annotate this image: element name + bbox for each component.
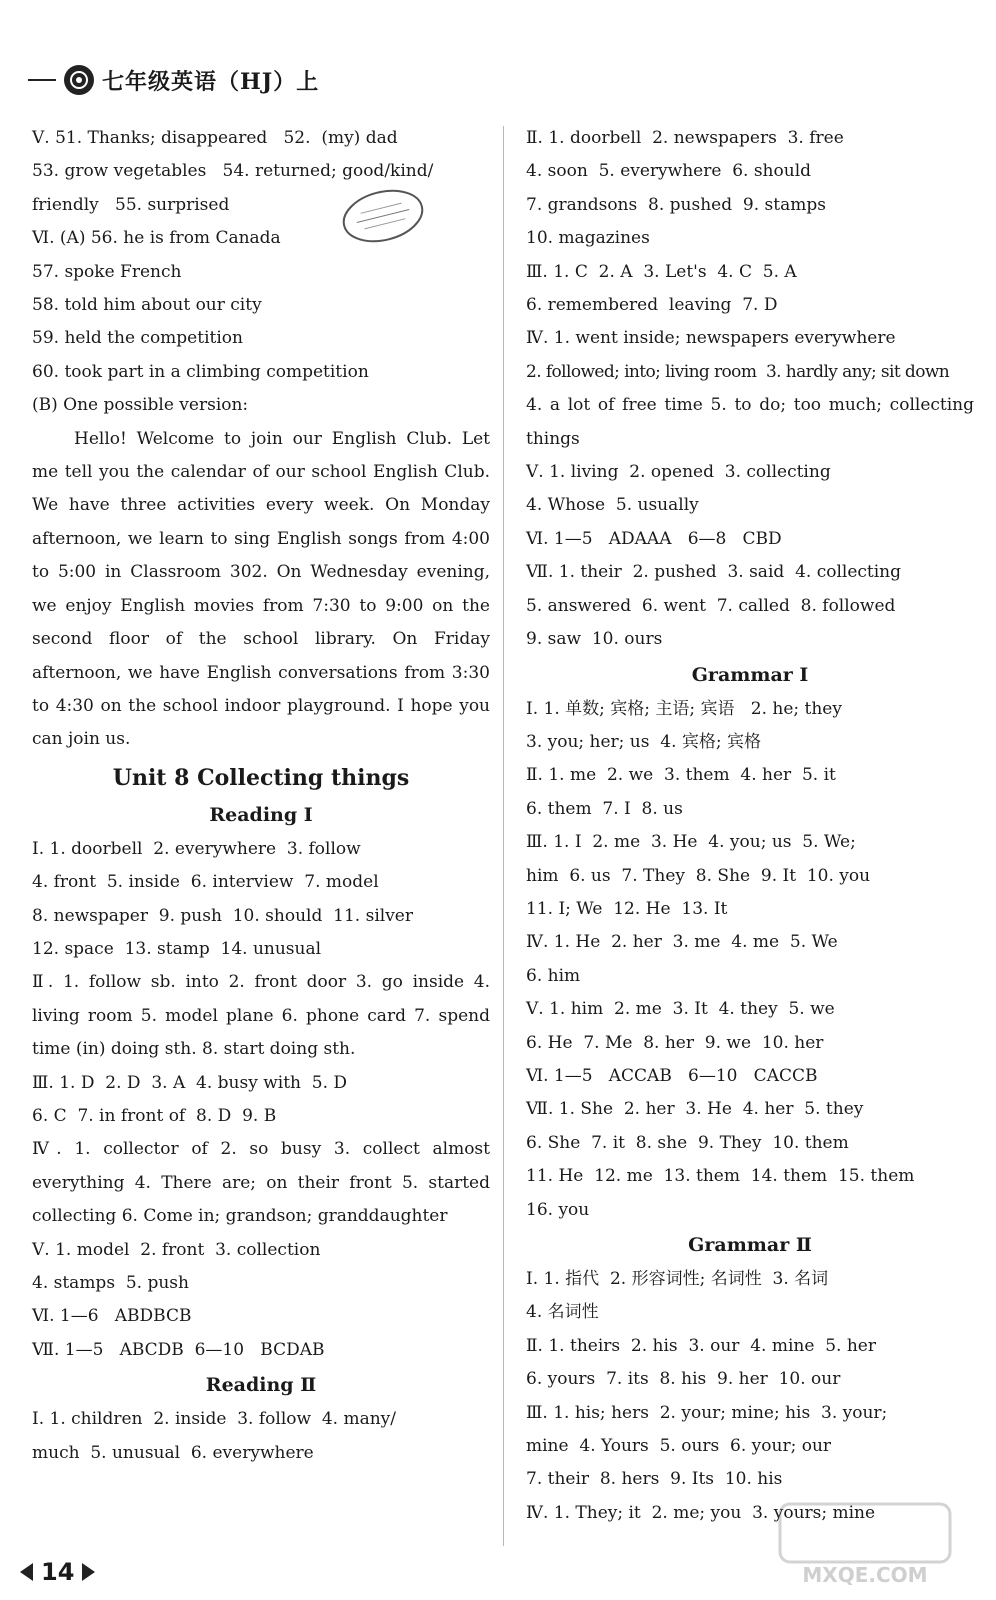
- answer-line: Ⅱ. 1. doorbell 2. newspapers 3. free: [526, 128, 844, 148]
- answer-line: Ⅴ. 51. Thanks; disappeared 52. (my) dad: [32, 128, 398, 148]
- page-number: 14: [41, 1558, 75, 1586]
- answer-line: Ⅴ. 1. model 2. front 3. collection: [32, 1239, 321, 1260]
- answer-line: mine 4. Yours 5. ours 6. your; our: [526, 1436, 832, 1457]
- answer-line: 10. magazines: [526, 228, 650, 249]
- answer-line: Ⅲ. 1. I 2. me 3. He 4. you; us 5. We;: [526, 832, 856, 853]
- answer-line: Ⅱ. 1. theirs 2. his 3. our 4. mine 5. her: [526, 1335, 876, 1356]
- section-title-reading-1: Reading Ⅰ: [209, 803, 313, 826]
- left-column: [32, 122, 490, 1470]
- answer-line: 6. them 7. I 8. us: [526, 798, 683, 819]
- answer-line: Ⅲ. 1. his; hers 2. your; mine; his 3. your;: [526, 1402, 888, 1423]
- answer-line: 6. She 7. it 8. she 9. They 10. them: [526, 1132, 849, 1153]
- answer-line: Ⅶ. 1. their 2. pushed 3. said 4. collecting: [526, 562, 902, 583]
- book-badge-icon: [64, 65, 94, 95]
- watermark-logo-icon: [760, 1500, 970, 1590]
- answer-line: 57. spoke French: [32, 261, 182, 282]
- answer-line: Ⅰ. 1. children 2. inside 3. follow 4. many/: [32, 1409, 397, 1430]
- answer-line: 53. grow vegetables 54. returned; good/kind/: [32, 161, 434, 182]
- answer-line: friendly 55. surprised: [32, 194, 230, 215]
- answer-line: Ⅰ. 1. doorbell 2. everywhere 3. follow: [32, 838, 361, 859]
- unit-title: Unit 8 Collecting things: [112, 764, 410, 791]
- answer-line: Ⅳ. 1. They; it 2. me; you 3. yours; mine: [526, 1502, 876, 1523]
- answer-line: 6. him: [526, 965, 581, 986]
- answer-line: 4. 名词性: [526, 1302, 599, 1323]
- answer-line: 11. He 12. me 13. them 14. them 15. them: [526, 1166, 915, 1187]
- column-divider: [503, 126, 504, 1546]
- right-triangle-icon: [82, 1563, 95, 1581]
- answer-line: 2. followed; into; living room 3. hardly any; sit down: [526, 361, 950, 382]
- right-column: [526, 122, 974, 1530]
- answer-line: Ⅵ. (A) 56. he is from Canada: [32, 228, 281, 249]
- answer-line: 60. took part in a climbing competition: [32, 361, 369, 382]
- answer-line: 11. I; We 12. He 13. It: [526, 898, 728, 919]
- answer-line: 4. Whose 5. usually: [526, 495, 699, 516]
- answer-line: 12. space 13. stamp 14. unusual: [32, 938, 322, 959]
- answer-line: Ⅶ. 1. She 2. her 3. He 4. her 5. they: [526, 1099, 864, 1120]
- page-footer: [20, 1558, 95, 1586]
- answer-line: 3. you; her; us 4. 宾格; 宾格: [526, 731, 762, 752]
- answer-line: 9. saw 10. ours: [526, 629, 663, 650]
- answer-line: 8. newspaper 9. push 10. should 11. silver: [32, 905, 413, 926]
- answer-line: 5. answered 6. went 7. called 8. followed: [526, 595, 896, 616]
- answer-line: 7. their 8. hers 9. Its 10. his: [526, 1469, 783, 1490]
- answer-line: Ⅳ. 1. went inside; newspapers everywhere: [526, 328, 896, 349]
- answer-line: 6. He 7. Me 8. her 9. we 10. her: [526, 1032, 824, 1053]
- section-title-grammar-2: Grammar Ⅱ: [688, 1234, 812, 1256]
- answer-line: him 6. us 7. They 8. She 9. It 10. you: [526, 865, 871, 886]
- watermark-text: MXQE.COM: [802, 1563, 928, 1587]
- answer-paragraph: Ⅳ. 1. collector of 2. so busy 3. collect almost everything 4. There are; on their front 5. started collecting 6. Come in; grandson; granddaughter: [32, 1139, 490, 1227]
- answer-line: 4. stamps 5. push: [32, 1273, 189, 1293]
- answer-line: Ⅶ. 1—5 ABCDB 6—10 BCDAB: [32, 1339, 325, 1360]
- answer-line: 6. remembered leaving 7. D: [526, 295, 778, 316]
- answer-line: 4. soon 5. everywhere 6. should: [526, 161, 812, 182]
- answer-line: 7. grandsons 8. pushed 9. stamps: [526, 194, 826, 215]
- header-rule: [28, 79, 56, 81]
- answer-line: Ⅰ. 1. 指代 2. 形容词性; 名词性 3. 名词: [526, 1269, 829, 1289]
- answer-line: Ⅴ. 1. living 2. opened 3. collecting: [526, 462, 831, 483]
- answer-line: Ⅲ. 1. C 2. A 3. Let's 4. C 5. A: [526, 261, 797, 282]
- answer-paragraph: 4. a lot of free time 5. to do; too much; collecting things: [526, 395, 974, 449]
- answer-line: 59. held the competition: [32, 328, 243, 349]
- answer-line: Ⅲ. 1. D 2. D 3. A 4. busy with 5. D: [32, 1072, 348, 1093]
- answer-line: 6. C 7. in front of 8. D 9. B: [32, 1105, 277, 1126]
- section-title-reading-2: Reading Ⅱ: [205, 1374, 317, 1397]
- answer-line: Ⅵ. 1—5 ADAAA 6—8 CBD: [526, 528, 782, 549]
- section-title-grammar-1: Grammar Ⅰ: [691, 663, 809, 686]
- answer-line: (B) One possible version:: [32, 395, 249, 416]
- answer-line: Ⅵ. 1—5 ACCAB 6—10 CACCB: [526, 1065, 818, 1086]
- answer-line: 4. front 5. inside 6. interview 7. model: [32, 872, 379, 893]
- sample-essay: Hello! Welcome to join our English Club. Let me tell you the calendar of our school English Club. We have three activities every week. On Monday afternoon, we learn to sing English songs from 4:00 to 5:00 in Classroom 302. On Wednesday evening, we enjoy English movies from 7:30 to 9:00 on the second floor of the school library. On Friday afternoon, we have English conversations from 3:30 to 4:30 on the school indoor playground. I hope you can join us.: [32, 428, 490, 750]
- left-triangle-icon: [20, 1563, 33, 1581]
- answer-paragraph: Ⅱ. 1. follow sb. into 2. front door 3. go inside 4. living room 5. model plane 6. phone card 7. spend time (in) doing sth. 8. start doing sth.: [32, 972, 490, 1060]
- page-header: [28, 62, 319, 98]
- answer-line: 58. told him about our city: [32, 295, 262, 316]
- answer-line: Ⅴ. 1. him 2. me 3. It 4. they 5. we: [526, 999, 835, 1020]
- answer-line: Ⅱ. 1. me 2. we 3. them 4. her 5. it: [526, 765, 836, 786]
- header-title: 七年级英语（HJ）上: [102, 68, 320, 95]
- answer-line: 16. you: [526, 1199, 590, 1220]
- answer-line: Ⅳ. 1. He 2. her 3. me 4. me 5. We: [526, 932, 838, 953]
- answer-line: Ⅵ. 1—6 ABDBCB: [32, 1306, 192, 1327]
- answer-line: Ⅰ. 1. 单数; 宾格; 主语; 宾语 2. he; they: [526, 698, 842, 719]
- answer-line: 6. yours 7. its 8. his 9. her 10. our: [526, 1369, 841, 1390]
- answer-line: much 5. unusual 6. everywhere: [32, 1442, 314, 1463]
